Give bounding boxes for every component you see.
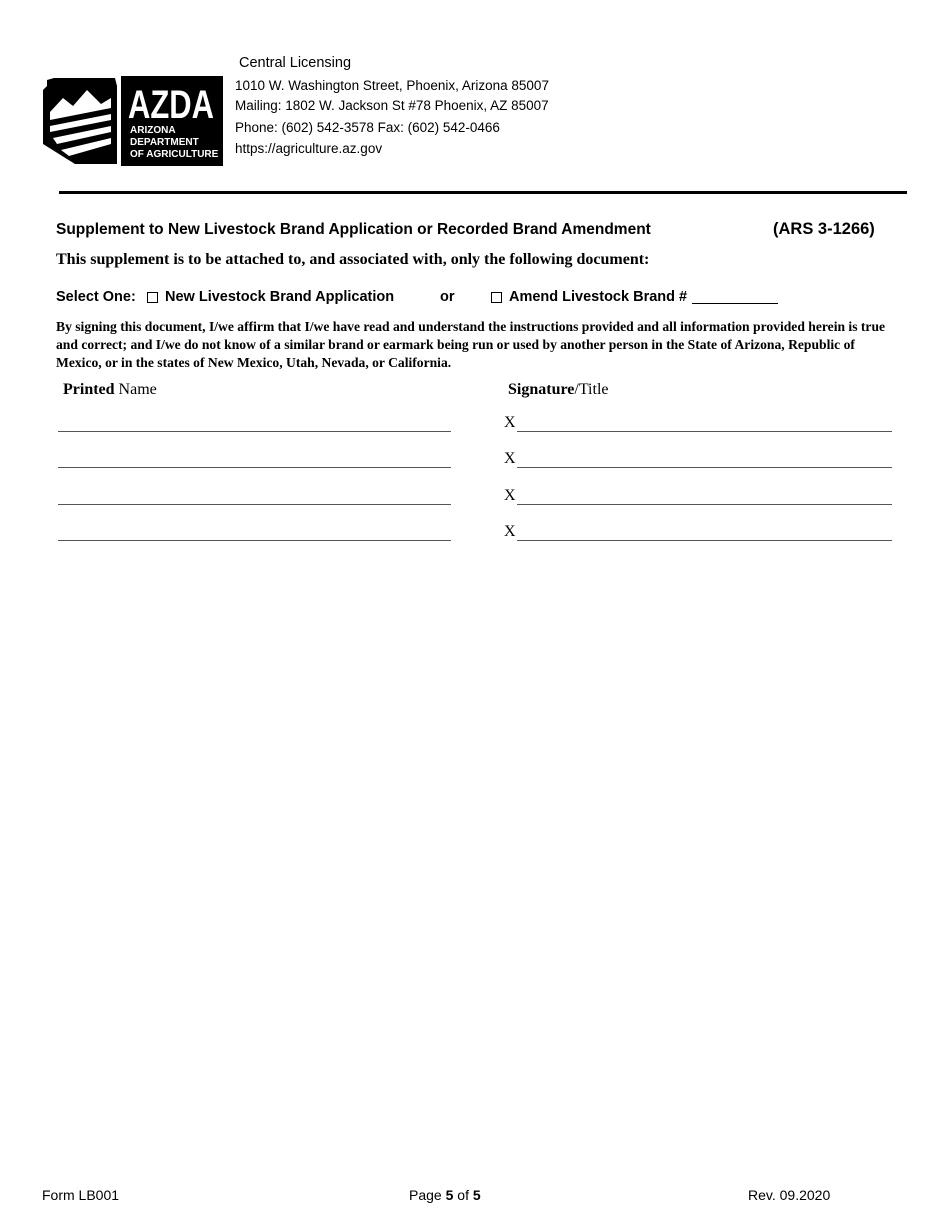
- logo-wordmark: AZDA: [128, 83, 214, 127]
- logo-subtitle-line-1: ARIZONA: [130, 125, 176, 136]
- printed-name-header: [63, 381, 157, 399]
- footer-form-id: Form LB001: [42, 1187, 120, 1203]
- form-title: Supplement to New Livestock Brand Application or Recorded Brand Amendment: [56, 221, 651, 238]
- footer-page-prefix: Page: [409, 1187, 446, 1203]
- signature-x-mark-3: X: [504, 487, 516, 504]
- footer-page-total: 5: [472, 1187, 481, 1203]
- printed-name-field-2[interactable]: [58, 467, 451, 468]
- option-amend-brand[interactable]: [491, 289, 778, 305]
- footer-page-number: [409, 1187, 481, 1203]
- option-new-brand-application[interactable]: [147, 289, 394, 305]
- amend-brand-label: Amend Livestock Brand #: [509, 289, 688, 305]
- select-one-label: Select One:: [56, 289, 136, 305]
- new-application-label: New Livestock Brand Application: [165, 289, 395, 305]
- form-subtitle: This supplement is to be attached to, and associated with, only the following document:: [56, 251, 650, 268]
- signature-x-mark-2: X: [504, 450, 516, 467]
- contact-phone-fax: Phone: (602) 542-3578 Fax: (602) 542-0466: [235, 120, 500, 135]
- signature-header-rest: /Title: [574, 381, 609, 398]
- azda-logo: [41, 76, 223, 166]
- logo-subtitle-line-3: OF AGRICULTURE: [130, 149, 219, 160]
- logo-subtitle-line-2: DEPARTMENT: [130, 137, 199, 148]
- signature-field-2[interactable]: [517, 467, 892, 468]
- amend-brand-checkbox[interactable]: [491, 292, 502, 303]
- signature-field-3[interactable]: [517, 504, 892, 505]
- printed-name-field-3[interactable]: [58, 504, 451, 505]
- contact-website-link[interactable]: https://agriculture.az.gov: [235, 141, 383, 156]
- footer-revision: Rev. 09.2020: [748, 1187, 831, 1203]
- contact-department: Central Licensing: [239, 55, 352, 71]
- signature-header-bold: Signature: [508, 381, 575, 398]
- arizona-state-outline-icon: [41, 76, 223, 166]
- signature-x-mark-1: X: [504, 414, 516, 431]
- signature-field-4[interactable]: [517, 540, 892, 541]
- printed-name-header-rest: Name: [114, 381, 157, 398]
- or-separator: or: [440, 289, 455, 305]
- printed-name-header-bold: Printed: [63, 381, 115, 398]
- footer-page-mid: of: [453, 1187, 473, 1203]
- printed-name-field-4[interactable]: [58, 540, 451, 541]
- affirmation-statement: By signing this document, I/we affirm that I/we have read and understand the instructions provided and all information provided herein is true and correct; and I/we do not know of a similar brand or earmark being run or used by another person in the State of Arizona, Republic of Mexico, or in the states of New Mexico, Utah, Nevada, or California.: [56, 319, 886, 370]
- header-divider: [59, 191, 907, 194]
- footer-page-current: 5: [445, 1187, 454, 1203]
- signature-x-mark-4: X: [504, 523, 516, 540]
- contact-street-address: 1010 W. Washington Street, Phoenix, Arizona 85007: [235, 78, 549, 93]
- signature-field-1[interactable]: [517, 431, 892, 432]
- contact-mailing-address: Mailing: 1802 W. Jackson St #78 Phoenix, AZ 85007: [235, 98, 549, 113]
- amend-brand-number-field[interactable]: [692, 290, 778, 304]
- statute-reference: (ARS 3-1266): [773, 220, 875, 238]
- printed-name-field-1[interactable]: [58, 431, 451, 432]
- new-application-checkbox[interactable]: [147, 292, 158, 303]
- signature-title-header: [508, 381, 608, 399]
